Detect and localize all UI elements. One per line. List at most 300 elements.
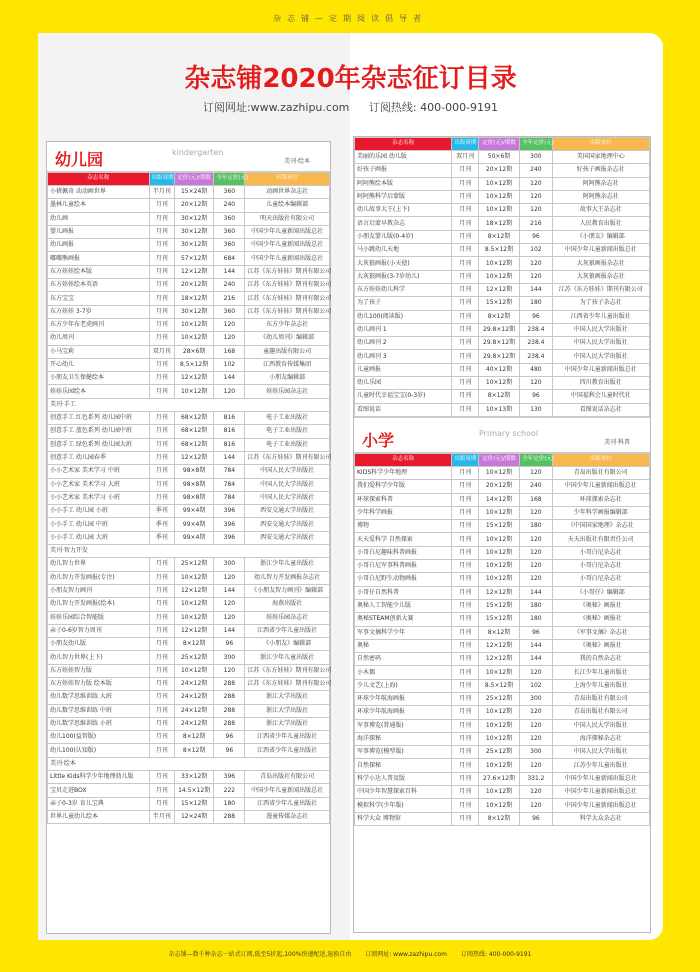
table-cell: 360	[214, 225, 245, 238]
table-cell: 幼儿画刊 1	[355, 323, 452, 336]
table-cell: 15×24期	[174, 186, 213, 199]
table-cell: 130	[520, 403, 552, 416]
table-cell: 月刊	[149, 465, 174, 478]
table-row	[355, 297, 650, 310]
table-row	[355, 626, 650, 639]
table-cell: 大灰狼画报杂志社	[552, 270, 649, 283]
table-cell: 季刊	[149, 531, 174, 544]
table-cell: 57×12期	[174, 252, 213, 265]
table-cell: 儿童绘本编辑部	[245, 199, 330, 212]
table-cell: 月刊	[452, 599, 479, 612]
table-cell: 江苏《东方娃娃》期刊有限公司	[245, 265, 330, 278]
table-cell: 科学大众杂志社	[552, 812, 649, 825]
table-cell: 14×12期	[478, 493, 519, 506]
table-cell: 144	[520, 639, 552, 652]
table-cell: 月刊	[149, 704, 174, 717]
table-cell: 中国少年儿童新闻出版总社	[552, 480, 649, 493]
table-cell: 东方娃娃绘本版	[48, 265, 150, 278]
table-row	[48, 385, 330, 398]
table-cell: 创意手工 绿色系列 幼儿园大班	[48, 438, 150, 451]
table-cell: 10×12期	[478, 799, 519, 812]
table-row	[48, 372, 330, 385]
section-title-kindergarten: 幼儿园	[55, 150, 104, 169]
table-cell: 240	[214, 279, 245, 292]
table-cell: 24×12期	[174, 704, 213, 717]
table-cell: 144	[214, 265, 245, 278]
table-cell: 29.8×12期	[478, 337, 519, 350]
table-cell: 144	[214, 584, 245, 597]
table-cell: 180	[214, 797, 245, 810]
table-cell: 816	[214, 412, 245, 425]
table-cell: 月刊	[149, 598, 174, 611]
table-cell: 25×12期	[174, 558, 213, 571]
table-row	[48, 199, 330, 212]
table-cell: 幼儿智力开发画报(专注)	[48, 571, 150, 584]
table-cell: 月刊	[452, 177, 479, 190]
table-cell: 电子工业出版社	[245, 412, 330, 425]
table-cell: 10×12期	[478, 466, 519, 479]
table-cell: 《小朋友》编辑部	[552, 230, 649, 243]
table-cell: 幼儿故事大王(上下)	[355, 204, 452, 217]
table-cell: 25×12期	[478, 692, 519, 705]
table-cell: 月刊	[452, 283, 479, 296]
column-header: 杂志名称	[355, 453, 452, 466]
table-header-row	[355, 453, 650, 466]
table-row	[48, 279, 330, 292]
table-cell: 15×12期	[174, 797, 213, 810]
table-cell: 海燕出版社	[245, 598, 330, 611]
table-cell: 144	[520, 586, 552, 599]
table-row	[355, 350, 650, 363]
table-cell: 20×12期	[478, 480, 519, 493]
table-row	[48, 518, 330, 531]
table-cell: 青岛出版社有限公司	[245, 771, 330, 784]
table-cell: 月刊	[452, 230, 479, 243]
table-cell: 自然密码	[355, 653, 452, 666]
table-cell: 月刊	[149, 784, 174, 797]
table-cell: 10×12期	[174, 385, 213, 398]
footer-site[interactable]: 订阅网址: www.zazhipu.com	[365, 951, 448, 958]
table-cell: 小哥仔自然科普	[355, 586, 452, 599]
table-cell: 12×12期	[174, 372, 213, 385]
table-cell: 月刊	[452, 586, 479, 599]
table-row	[48, 677, 330, 690]
table-cell: 120	[214, 385, 245, 398]
table-cell: 月刊	[149, 771, 174, 784]
table-cell: 68×12期	[174, 412, 213, 425]
table-cell: 784	[214, 465, 245, 478]
table-cell: 96	[214, 638, 245, 651]
column-header: 出版周期	[149, 173, 174, 186]
table-row	[355, 586, 650, 599]
table-cell: 电子工业出版社	[245, 438, 330, 451]
table-cell: 8.5×12期	[478, 679, 519, 692]
table-cell: 96	[520, 626, 552, 639]
table-row	[355, 310, 650, 323]
table-cell: 季刊	[149, 518, 174, 531]
column-header: 全年定价(元)	[214, 173, 245, 186]
table-cell: 我们爱科学少年版	[355, 480, 452, 493]
table-row	[48, 664, 330, 677]
table-row	[355, 506, 650, 519]
table-cell: 美丽的乐园 幼儿版	[355, 151, 452, 164]
table-cell: 月刊	[452, 666, 479, 679]
table-cell: 月刊	[452, 217, 479, 230]
table-row	[48, 810, 330, 823]
table-cell: 月刊	[149, 292, 174, 305]
kindergarten-header	[47, 142, 330, 172]
table-cell: 99×4期	[174, 505, 213, 518]
table-cell: 120	[520, 533, 552, 546]
table-row	[355, 217, 650, 230]
table-cell: 中国人民大学出版社	[552, 337, 649, 350]
table-cell: 8.5×12期	[174, 358, 213, 371]
table-cell: 幼儿周刊	[48, 332, 150, 345]
table-cell: 电子工业出版社	[245, 425, 330, 438]
table-cell: 天天爱科学 自然探索	[355, 533, 452, 546]
table-row	[355, 323, 650, 336]
table-cell: 300	[520, 692, 552, 705]
table-cell: 月刊	[452, 772, 479, 785]
table-cell: 嘟嘟熊画报	[48, 252, 150, 265]
table-row	[355, 746, 650, 759]
table-cell: 浙江少年儿童出版社	[245, 558, 330, 571]
table-cell: 784	[214, 478, 245, 491]
table-cell: 月刊	[149, 412, 174, 425]
table-cell: 阿阿熊杂志社	[552, 190, 649, 203]
table-cell: 小朋友智力画刊	[48, 584, 150, 597]
table-cell: 360	[214, 239, 245, 252]
table-cell: 娃娃乐园绘本	[48, 385, 150, 398]
table-row	[48, 225, 330, 238]
table-cell: 少年科学画报编辑部	[552, 506, 649, 519]
table-cell: 10×12期	[478, 177, 519, 190]
table-cell: 军事博览(模型版)	[355, 746, 452, 759]
table-cell: 月刊	[452, 506, 479, 519]
table-cell: 儿童时代幸福宝宝(0-3岁)	[355, 390, 452, 403]
table-cell: 月刊	[149, 797, 174, 810]
table-cell: 中国人民大学出版社	[552, 719, 649, 732]
table-cell: 240	[214, 199, 245, 212]
table-cell: KIDS科学少年地理	[355, 466, 452, 479]
table-cell: 396	[214, 771, 245, 784]
table-cell: 10×12期	[478, 706, 519, 719]
table-cell: 中国人民大学出版社	[245, 478, 330, 491]
kindergarten-table-continued	[354, 137, 650, 417]
table-cell: 好孩子画报杂志社	[552, 164, 649, 177]
table-row	[355, 493, 650, 506]
table-cell: 东方娃娃智力版	[48, 664, 150, 677]
table-cell: 30×12期	[174, 305, 213, 318]
table-row	[355, 692, 650, 705]
table-row	[355, 546, 650, 559]
table-cell: 《军事文摘》杂志社	[552, 626, 649, 639]
table-cell: 月刊	[452, 257, 479, 270]
table-cell: 24×12期	[174, 717, 213, 730]
table-cell: 96	[520, 812, 552, 825]
table-cell: 120	[520, 177, 552, 190]
table-cell: 好孩子画报	[355, 164, 452, 177]
table-cell: 创意手工 幼儿园春季	[48, 451, 150, 464]
table-cell: 娃娃乐园杂志社	[245, 385, 330, 398]
table-cell: 双月刊	[149, 345, 174, 358]
table-cell: 24×12期	[174, 691, 213, 704]
table-cell: 故事大王杂志社	[552, 204, 649, 217]
table-row	[48, 186, 330, 199]
table-cell: 月刊	[149, 491, 174, 504]
table-cell: 120	[520, 270, 552, 283]
table-cell: 中国少年儿童新闻出版总社	[552, 363, 649, 376]
column-header: 出版周期	[452, 138, 479, 151]
table-cell: 96	[520, 310, 552, 323]
section-subtitle-primary: Primary school	[479, 428, 539, 438]
right-column	[353, 136, 651, 933]
table-cell: 120	[214, 332, 245, 345]
table-cell: 月刊	[452, 390, 479, 403]
table-cell: 月刊	[149, 358, 174, 371]
column-header: 杂志名称	[355, 138, 452, 151]
table-row	[355, 257, 650, 270]
table-cell: 10×12期	[478, 270, 519, 283]
table-cell: 300	[520, 746, 552, 759]
table-cell: 《奥秘》画报社	[552, 599, 649, 612]
table-row	[355, 230, 650, 243]
table-cell: 10×12期	[478, 533, 519, 546]
table-cell: 《小朋友》编辑部	[245, 638, 330, 651]
table-row	[48, 491, 330, 504]
table-cell: 月刊	[149, 638, 174, 651]
table-row	[355, 403, 650, 416]
table-cell: 10×12期	[174, 611, 213, 624]
table-cell: 月刊	[452, 639, 479, 652]
table-cell: 月刊	[452, 493, 479, 506]
table-cell: 幼儿数学思维训练 中班	[48, 704, 150, 717]
table-cell: 东方娃娃 3-7岁	[48, 305, 150, 318]
table-cell: 《小哥仔》编辑部	[552, 586, 649, 599]
table-cell: 月刊	[149, 239, 174, 252]
table-row	[48, 611, 330, 624]
table-cell: 27.6×12期	[478, 772, 519, 785]
table-cell: 180	[520, 297, 552, 310]
table-cell: 10×12期	[478, 666, 519, 679]
table-cell: 墨林儿童绘本	[48, 199, 150, 212]
table-cell: 120	[214, 318, 245, 331]
table-cell: 月刊	[149, 677, 174, 690]
table-cell: 98×8期	[174, 491, 213, 504]
table-header-row	[355, 138, 650, 151]
table-cell: 24×12期	[174, 677, 213, 690]
table-cell: 月刊	[149, 558, 174, 571]
table-cell: 月刊	[452, 653, 479, 666]
table-cell: 美国国家地理中心	[552, 151, 649, 164]
table-cell: 中国少年儿童新闻出版总社	[552, 244, 649, 257]
table-cell: 14.5×12期	[174, 784, 213, 797]
table-cell: 创意手工 红色系列 幼儿园中班	[48, 412, 150, 425]
table-cell: 12×12期	[174, 584, 213, 597]
table-cell: 江苏《东方娃娃》期刊有限公司	[245, 451, 330, 464]
table-cell: 中国少年儿童新闻出版总社	[245, 239, 330, 252]
table-cell: 中国少年儿童新闻出版总社	[552, 772, 649, 785]
table-row	[48, 305, 330, 318]
category-row	[48, 545, 330, 558]
table-cell: 月刊	[149, 265, 174, 278]
table-cell: 10×12期	[478, 560, 519, 573]
table-cell: 月刊	[149, 252, 174, 265]
table-cell: 月刊	[452, 403, 479, 416]
footer-phone: 订阅热线: 400-000-9191	[460, 951, 532, 958]
table-cell: 东方娃娃幼儿科学	[355, 283, 452, 296]
table-row	[48, 558, 330, 571]
table-cell: 浙江大学出版社	[245, 704, 330, 717]
table-row	[355, 666, 650, 679]
table-cell: 15×12期	[478, 613, 519, 626]
table-cell: 300	[214, 651, 245, 664]
column-header: 杂志名称	[48, 173, 150, 186]
table-cell: 30×12期	[174, 212, 213, 225]
table-row	[355, 190, 650, 203]
table-cell: 小哥白尼杂志社	[552, 560, 649, 573]
table-cell: 10×12期	[478, 719, 519, 732]
table-cell: 江苏《东方娃娃》期刊有限公司	[245, 292, 330, 305]
table-cell: 创意手工 蓝色系列 幼儿园中班	[48, 425, 150, 438]
table-cell: 幼儿智力开发画报(绘本)	[48, 598, 150, 611]
table-cell: 江西省少年儿童出版社	[245, 797, 330, 810]
table-cell: 238.4	[520, 323, 552, 336]
primary-header	[354, 423, 650, 453]
table-cell: 96	[520, 230, 552, 243]
table-cell: 10×12期	[174, 598, 213, 611]
table-cell: 12×24期	[174, 810, 213, 823]
hotline-text: 订阅热线: 400-000-9191	[368, 101, 499, 114]
table-row	[48, 704, 330, 717]
table-row	[355, 653, 650, 666]
table-cell: 阿阿熊绘本版	[355, 177, 452, 190]
table-cell: 300	[520, 151, 552, 164]
table-cell: 奥秘STEAM创新大赛	[355, 613, 452, 626]
table-cell: 288	[214, 691, 245, 704]
table-cell: 月刊	[149, 212, 174, 225]
table-row	[48, 691, 330, 704]
table-cell: 月刊	[452, 297, 479, 310]
website-link[interactable]: 订阅网址:www.zazhipu.com	[202, 101, 350, 114]
table-cell: 144	[214, 624, 245, 637]
column-header: 全年定价(元)	[520, 138, 552, 151]
table-cell: 120	[520, 573, 552, 586]
table-cell: 120	[520, 546, 552, 559]
table-cell: 中国少年儿童新闻出版总社	[552, 799, 649, 812]
table-header-row	[48, 173, 330, 186]
table-cell: 小小艺术家 美术学习 中班	[48, 465, 150, 478]
table-cell: 96	[214, 731, 245, 744]
category-row	[48, 757, 330, 770]
table-cell: 180	[520, 613, 552, 626]
table-cell: 月刊	[149, 438, 174, 451]
table-cell: 120	[520, 506, 552, 519]
category-label: 美刊·绘本	[48, 757, 330, 770]
table-cell: 120	[520, 204, 552, 217]
table-cell: 8×12期	[478, 626, 519, 639]
table-cell: 396	[214, 531, 245, 544]
table-cell: 东方少年杂志社	[245, 318, 330, 331]
table-cell: 月刊	[149, 199, 174, 212]
table-cell: 环球探索杂志社	[552, 493, 649, 506]
table-cell: 10×12期	[478, 377, 519, 390]
table-cell: 10×12期	[174, 318, 213, 331]
table-cell: 少年科学画报	[355, 506, 452, 519]
table-cell: 20×12期	[174, 199, 213, 212]
table-cell: 中国人民大学出版社	[245, 491, 330, 504]
table-cell: 小朋友编辑部	[245, 372, 330, 385]
table-cell: 《奥秘》画报社	[552, 639, 649, 652]
table-row	[355, 520, 650, 533]
table-cell: 月刊	[452, 377, 479, 390]
table-cell: 开心幼儿	[48, 358, 150, 371]
table-cell: 青岛出版社有限公司	[552, 706, 649, 719]
table-cell: 月刊	[452, 759, 479, 772]
table-cell: 月刊	[452, 204, 479, 217]
table-cell: 小小艺术家 美术学习 小班	[48, 491, 150, 504]
table-cell: 120	[520, 377, 552, 390]
table-row	[48, 265, 330, 278]
table-cell: 奥秘人工智能少儿版	[355, 599, 452, 612]
contact-line	[38, 99, 663, 115]
table-cell: 月刊	[149, 478, 174, 491]
table-cell: 月刊	[452, 164, 479, 177]
table-cell: 海洋探秘杂志社	[552, 732, 649, 745]
table-cell: 300	[214, 558, 245, 571]
kindergarten-table	[47, 172, 330, 824]
table-cell: 月刊	[452, 533, 479, 546]
table-cell: 15×12期	[478, 297, 519, 310]
table-cell: 小小手工 幼儿园 中班	[48, 518, 150, 531]
table-cell: 120	[520, 719, 552, 732]
column-header: 定价(元)/期数	[478, 453, 519, 466]
table-row	[355, 204, 650, 217]
table-cell: 月刊	[452, 546, 479, 559]
table-cell: 216	[520, 217, 552, 230]
table-cell: 10×12期	[174, 332, 213, 345]
table-cell: 少儿文艺(上海)	[355, 679, 452, 692]
table-cell: 小哥白尼军事科普画报	[355, 560, 452, 573]
table-cell: 宝贝走进BOX	[48, 784, 150, 797]
table-cell: 江西省少年儿童出版社	[245, 624, 330, 637]
table-cell: 12×12期	[478, 639, 519, 652]
table-cell: 10×12期	[478, 759, 519, 772]
table-cell: 月刊	[452, 480, 479, 493]
table-cell: 月刊	[149, 385, 174, 398]
table-cell: 288	[214, 704, 245, 717]
table-cell: 168	[214, 345, 245, 358]
table-cell: 月刊	[452, 363, 479, 376]
table-cell: 小猪佩奇 动动画世界	[48, 186, 150, 199]
table-row	[355, 639, 650, 652]
table-cell: 784	[214, 491, 245, 504]
table-cell: 15×12期	[478, 520, 519, 533]
table-row	[355, 164, 650, 177]
table-cell: 江苏《东方娃娃》期刊有限公司	[245, 305, 330, 318]
table-cell: 8×12期	[478, 812, 519, 825]
table-cell: 江西省少年儿童出版社	[245, 731, 330, 744]
table-cell: 29.8×12期	[478, 350, 519, 363]
table-row	[355, 377, 650, 390]
table-cell: 12×12期	[174, 451, 213, 464]
table-cell: 明天出版社有限公司	[245, 212, 330, 225]
table-cell: 月刊	[452, 719, 479, 732]
table-cell: 180	[520, 599, 552, 612]
table-cell: 月刊	[149, 279, 174, 292]
table-cell: 江西省少年儿童出版社	[245, 744, 330, 757]
table-cell: 288	[214, 717, 245, 730]
